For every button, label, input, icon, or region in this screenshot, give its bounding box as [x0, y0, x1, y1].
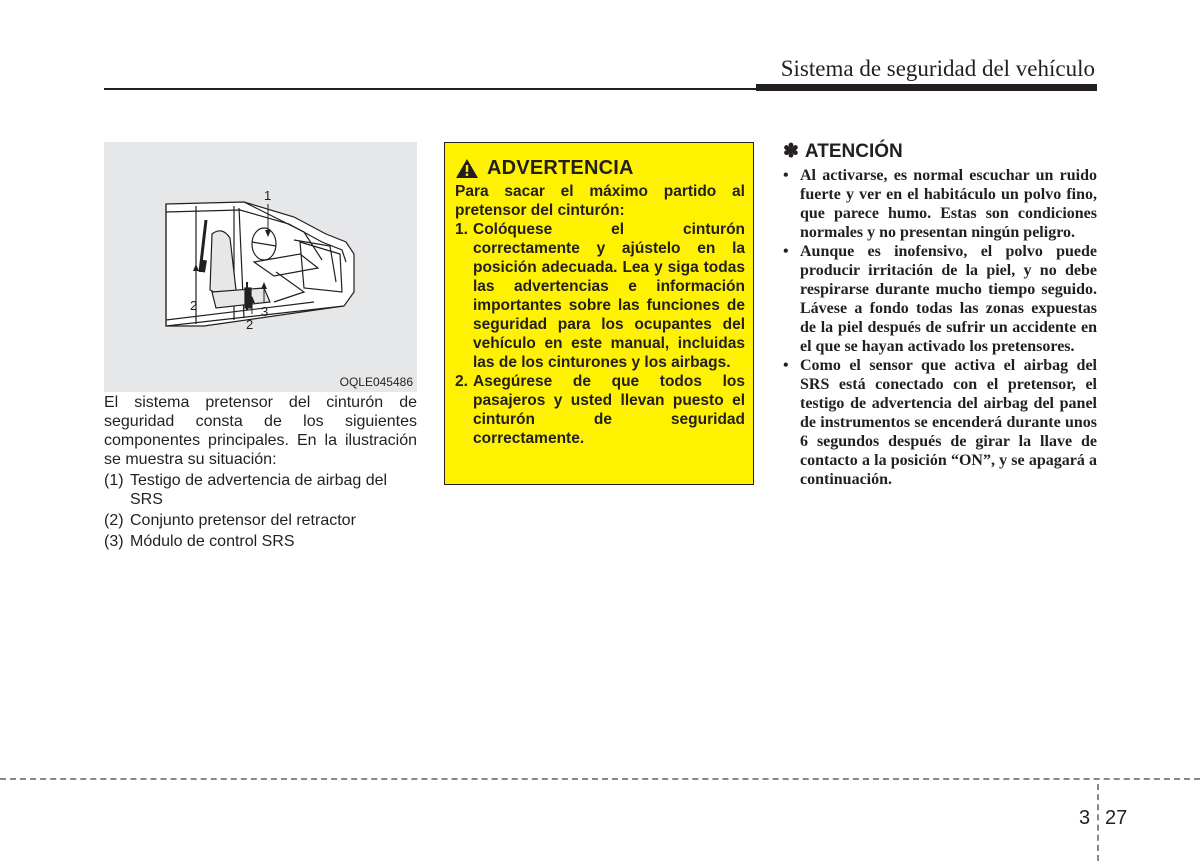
component-item — [104, 471, 417, 509]
notice-title: ATENCIÓN — [804, 141, 903, 162]
notice-list — [783, 166, 1097, 489]
warning-item-number: 1. — [455, 221, 468, 238]
warning-item — [455, 220, 745, 372]
warning-title: ADVERTENCIA — [487, 157, 634, 179]
warning-item — [455, 372, 745, 448]
asterisk-icon: ✽ — [783, 141, 799, 162]
warning-item-number: 2. — [455, 373, 468, 390]
notice-heading — [783, 140, 1097, 163]
component-text: Módulo de control SRS — [130, 533, 295, 550]
notice-item-text: Aunque es inofensivo, el polvo puede producir irritación de la piel, y no debe respirarse durante mucho tiempo seguido. Lávese a fondo todas las zonas expuestas de la piel después de sufrir un accidente en el que se hayan activado los pretensores. — [800, 243, 1097, 355]
notice-item — [783, 242, 1097, 356]
page-header-title: Sistema de seguridad del vehículo — [780, 56, 1095, 81]
warning-intro: Para sacar el máximo partido al pretensor del cinturón: — [455, 183, 745, 219]
bullet-icon: • — [783, 243, 789, 260]
header-rule — [104, 88, 758, 90]
car-interior-drawing — [104, 142, 417, 392]
page-number-divider — [1097, 784, 1099, 861]
figure-code: OQLE045486 — [339, 375, 413, 389]
warning-item-text: Colóquese el cinturón correctamente y ajústelo en la posición adecuada. Lea y siga todas las advertencias e información importantes sobre las funciones de seguridad para los ocupantes del vehículo en este manual, incluidas las de los cinturones y los airbags. — [473, 221, 745, 371]
notice-item — [783, 356, 1097, 489]
callout-1-label: 1 — [264, 188, 272, 203]
callout-2-bottom-label: 2 — [246, 317, 254, 332]
warning-header — [455, 157, 634, 180]
footer-divider — [0, 778, 1200, 780]
component-item — [104, 511, 417, 530]
warning-item-text: Asegúrese de que todos los pasajeros y usted llevan puesto el cinturón de seguridad correctamente. — [473, 373, 745, 447]
notice-item-text: Al activarse, es normal escuchar un ruido fuerte y ver en el habitáculo un polvo fino, que parece humo. Estas son condiciones normales y no presentan ningún peligro. — [800, 167, 1097, 241]
notice-item-text: Como el sensor que activa el airbag del SRS está conectado con el pretensor, el testigo de advertencia del airbag del panel de instrumentos se encenderá durante unos 6 segundos después de girar la llave de contacto a la posición “ON”, y se apagará a continuación. — [800, 357, 1097, 488]
warning-box — [444, 142, 754, 485]
bullet-icon: • — [783, 357, 789, 374]
component-item — [104, 532, 417, 551]
component-number: (2) — [104, 512, 124, 529]
seatbelt-pretensioner-illustration — [104, 142, 417, 392]
notice-section — [783, 140, 1097, 489]
component-text: Conjunto pretensor del retractor — [130, 512, 356, 529]
warning-body — [455, 182, 745, 448]
bullet-icon: • — [783, 167, 789, 184]
chapter-number: 3 — [1079, 807, 1091, 829]
component-number: (1) — [104, 472, 124, 489]
component-text: Testigo de advertencia de airbag del SRS — [130, 472, 388, 508]
components-intro: El sistema pretensor del cinturón de seguridad consta de los siguientes componentes principales. En la ilustración se muestra su situación: — [104, 394, 417, 468]
page-number: 27 — [1105, 807, 1128, 829]
component-number: (3) — [104, 533, 124, 550]
components-section — [104, 393, 417, 551]
callout-2-left-label: 2 — [190, 298, 198, 313]
callout-3-label: 3 — [261, 304, 269, 319]
warning-triangle-icon — [455, 158, 479, 179]
notice-item — [783, 166, 1097, 242]
header-rule-bold — [756, 84, 1097, 91]
